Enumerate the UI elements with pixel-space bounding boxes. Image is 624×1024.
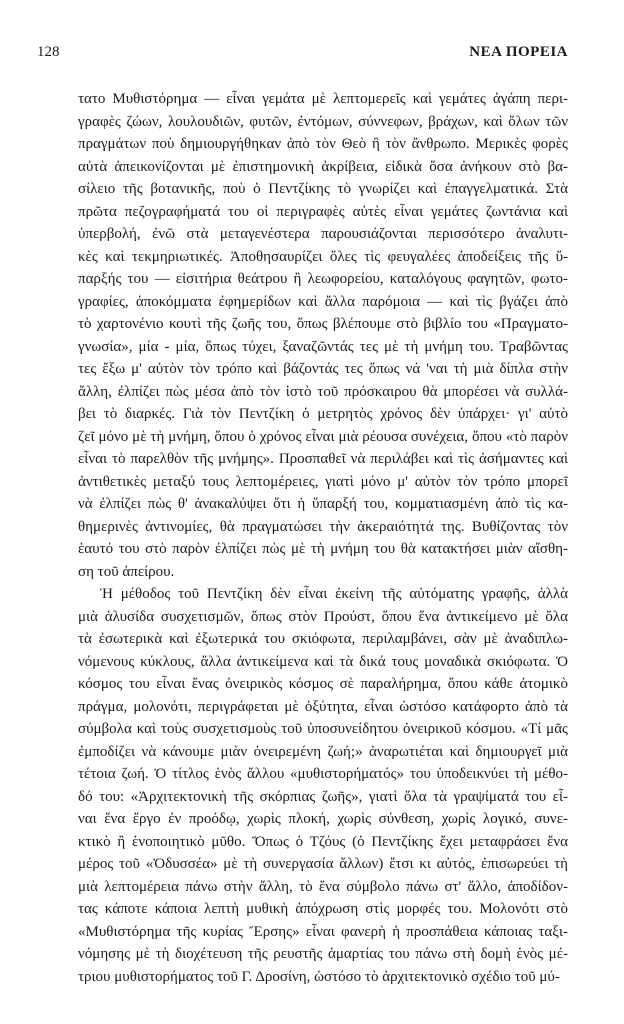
text-line: ἀντιθετικὲς μεταξύ τους λεπτομέρειες, γιατὶ μόνο μ' αὐτὸν τὸν τρόπο μπορεῖ [78, 473, 568, 490]
text-line: ναι ἕνα ἔργο ἐν προόδῳ, χωρὶς πλοκή, χωρὶς σύνθεση, χωρὶς λογικό, συνε- [78, 811, 568, 827]
text-line: παρξής του — εἰσιτήρια θεάτρου ἢ λεωφορείου, καταλόγους φαγητῶν, φωτο- [78, 271, 568, 287]
text-line: τατο Μυθιστόρημα — εἶναι γεμάτα μὲ λεπτομερεῖς καὶ γεμάτες ἀγάπη περι- [78, 91, 568, 107]
text-line: βει τὸ διαρκές. Γιὰ τὸν Πεντζίκη ὁ μετρητὸς χρόνος δὲν ὑπάρχει· γι' αὐτὸ [78, 406, 568, 422]
text-line: κὲς καὶ τεκμηριωτικές. Ἀποθησαυρίζει ὅλες τὶς φευγαλέες ἀποδείξεις τῆς ὕ- [78, 248, 568, 265]
text-line: εἶναι τὸ παρελθὸν τῆς μνήμης». Προσπαθεῖ νὰ περιλάβει καὶ τὶς ἀσήμαντες καὶ [78, 451, 568, 467]
text-line: ζεῖ μόνο μὲ τὴ μνήμη, ὅπου ὁ χρόνος εἶναι μιὰ ρέουσα συνέχεια, ὅπου «τὸ παρὸν [78, 428, 568, 445]
text-line: πρῶτα πεζογραφήματά του οἱ περιγραφὲς αὐτὲς εἶναι γεμάτες ζωντάνια καὶ [78, 203, 568, 220]
text-line: θημερινὲς ἀντινομίες, θὰ πραγματώσει τὴν ἀκεραιότητά της. Βυθίζοντας τὸν [78, 518, 568, 535]
text-line: σύμβολα καὶ τοὺς συσχετισμοὺς τοῦ ὑποσυνείδητου ὀνειρικοῦ κόσμου. «Τί μᾶς [78, 721, 568, 737]
page-header [37, 44, 568, 64]
text-line: ἑαυτό του στὸ παρὸν ἐλπίζει πὼς μὲ τὴ μνήμη του θὰ κατακτήσει μιὰν αἴσθη- [78, 541, 568, 557]
text-line: τας κάποτε κάποια λεπτὴ μυθικὴ ἀπόχρωση στὶς μορφές του. Μολονότι στὸ [78, 901, 568, 917]
text-line: τριου μυθιστορήματος τοῦ Γ. Δροσίνη, ὡστόσο τὸ ἀρχιτεκτονικὸ σχέδιο τοῦ μύ- [78, 968, 560, 985]
text-line: πράγμα, μολονότι, περιγράφεται μὲ ὀξύτητα, εἶναι ὡστόσο κατάφορτο ἀπὸ τὰ [78, 698, 568, 715]
text-line: «Μυθιστόρημα τῆς κυρίας Ἔρσης» εἶναι φανερὴ ἡ προσπάθεια κάποιας ταξι- [78, 923, 568, 940]
text-line: γραφὲς ζώων, λουλουδιῶν, φυτῶν, ἐντόμων, σύννεφων, βράχων, καὶ ὅλων τῶν [78, 113, 568, 130]
body-text [78, 88, 568, 988]
page-number: 128 [37, 44, 60, 60]
text-line: αὐτὰ ἀπεικονίζονται μὲ ἐπιστημονικὴ ἀκρίβεια, εἰδικὰ ὅσα ἀνήκουν στὸ βα- [78, 158, 568, 175]
text-line: τέτοια ζωή. Ὁ τίτλος ἑνὸς ἄλλου «μυθιστορήματός» του ὑποδεικνύει τὴ μέθο- [78, 766, 568, 782]
text-line: μιὰ λεπτομέρεια πάνω στὴν ἄλλη, τὸ ἕνα σύμβολο πάνω στ' ἄλλο, ἀποδίδον- [78, 878, 568, 895]
text-line: νὰ ἐλπίζει πὼς θ' ἀνακαλύψει ὅτι ἡ ὕπαρξή του, κομματιασμένη ἀπὸ τὶς κα- [78, 496, 568, 512]
text-line: νόμησης μὲ τὴ διοχέτευση τῆς ρευστῆς ἁμαρτίας του πάνω στὴ δομὴ ἑνὸς μέ- [78, 946, 568, 962]
text-line: μέρος τοῦ «Ὀδυσσέα» μὲ τὴ συνεργασία ἄλλων) ἔτσι κι αὐτός, ἐπισωρεύει τὴ [78, 856, 568, 872]
text-line: ἄλλη, ἐλπίζει πὼς μέσα ἀπὸ τὸν ἱστὸ τοῦ πρόσκαιρου θὰ μπορέσει νὰ συλλά- [78, 383, 568, 400]
text-line: κόσμος του εἶναι ἕνας ὀνειρικὸς κόσμος σὲ παραλήρημα, ὅπου κάθε ἀτομικὸ [78, 676, 568, 692]
text-line: Ἡ μέθοδος τοῦ Πεντζίκη δὲν εἶναι ἐκείνη τῆς αὐτόματης γραφῆς, ἀλλὰ [100, 586, 568, 602]
text-line: τὸ χαρτονένιο κουτὶ τῆς ζωῆς του, ὅπως βλέπουμε στὸ βιβλίο του «Πραγματο- [78, 316, 568, 332]
text-line: κτικὸ ἢ ἑνοποιητικὸ μῦθο. Ὅπως ὁ Τζόυς (ὁ Πεντζίκης ἔχει μεταφράσει ἕνα [78, 833, 568, 850]
paragraph [78, 583, 568, 988]
text-line: σίλειο τῆς βοτανικῆς, ποὺ ὁ Πεντζίκης τὸ γνωρίζει καὶ ἐπαγγελματικά. Στὰ [78, 181, 568, 197]
text-line: δό του: «Ἀρχιτεκτονικὴ τῆς σκόρπιας ζωῆς», γιατὶ ὅλα τὰ γραψίματά του εἶ- [78, 788, 568, 805]
text-line: ὑπερβολή, ἐνῶ στὰ μεταγενέστερα παρουσιάζονται περισσότερο ἀναλυτι- [78, 226, 568, 242]
text-line: γραφίες, ἀποκόμματα ἐφημερίδων καὶ ἄλλα παρόμοια — καὶ τὶς βγάζει ἀπὸ [78, 293, 568, 310]
text-line: πραγμάτων ποὺ δημιουργήθηκαν ἀπὸ τὸν Θεὸ ἢ τὸν ἄνθρωπο. Μερικὲς φορὲς [78, 136, 568, 152]
text-line: ση τοῦ ἀπείρου. [78, 563, 175, 580]
text-line: μιὰ ἀλυσίδα συσχετισμῶν, ὅπως στὸν Προύστ, ὅπου ἕνα ἀντικείμενο μὲ ὅλα [78, 608, 568, 625]
text-line: τες ἔξω μ' αὐτὸν τὸν τρόπο καὶ βάζοντάς τες ὅπως νά 'ναι τὴ μιὰ δίπλα στὴν [78, 361, 568, 377]
text-line: ἐμποδίζει νὰ κάνουμε μιὰν ὀνειρεμένη ζωή;» ἀναρωτιέται καὶ δημιουργεῖ μιὰ [78, 743, 568, 760]
text-line: νόμενους κύκλους, ἄλλα ἀντικείμενα καὶ τὰ δικά τους μοναδικὰ σκιόφωτα. Ὁ [78, 653, 568, 670]
text-line: γνωσία», μία - μία, ὅπως τύχει, ξαναζῶντάς τες μὲ τὴ μνήμη του. Τραβῶντας [78, 338, 568, 355]
running-head: ΝΕΑ ΠΟΡΕΙΑ [469, 44, 568, 60]
paragraph [78, 88, 568, 583]
text-line: τὰ ἐσωτερικὰ καὶ ἐξωτερικά του σκιόφωτα, περιλαμβάνει, σὰν μὲ ἀναδιπλω- [78, 631, 568, 647]
